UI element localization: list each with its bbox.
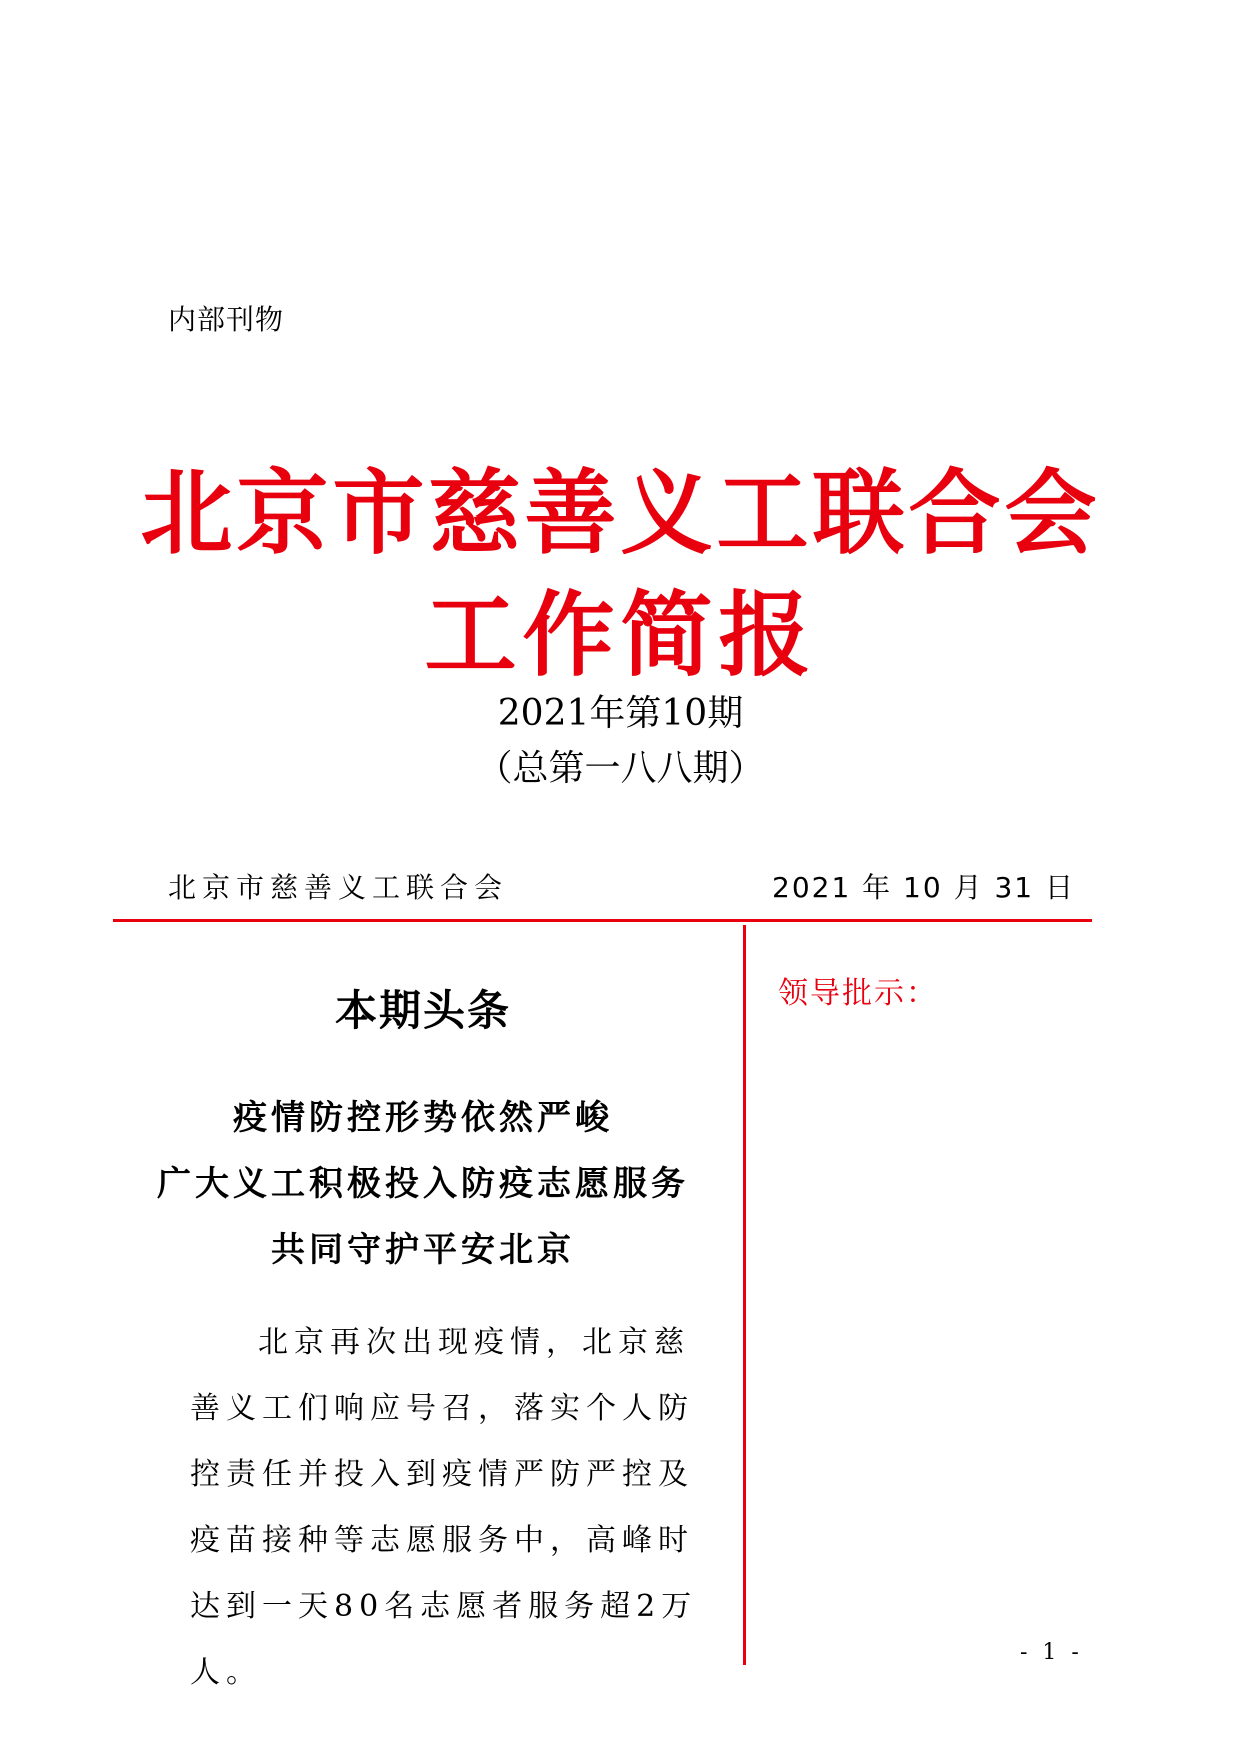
issue-date: 2021 年 10 月 31 日 [772,871,1076,904]
headline-line-1: 疫情防控形势依然严峻 [233,1098,613,1138]
header-divider [113,919,1092,922]
masthead-title-line2: 工作简报 [424,582,817,689]
lead-paragraph: 北京再次出现疫情，北京慈善义工们响应号召，落实个人防控责任并投入到疫情严防严控及疫苗接种等志愿服务中，高峰时达到一天80名志愿者服务超2万人。 [190,1325,698,1690]
masthead-title-line1: 北京市慈善义工联合会 [140,460,1101,567]
column-divider [743,925,746,1665]
page-number: - 1 - [1020,1640,1083,1665]
section-title: 本期头条 [334,986,511,1035]
leader-instructions-label: 领导批示： [778,976,938,1011]
headline-line-3: 共同守护平安北京 [271,1230,575,1270]
headline-line-2: 广大义工积极投入防疫志愿服务 [157,1164,689,1204]
issue-total-number: （总第一八八期） [476,748,765,789]
issue-number: 2021年第10期 [497,693,744,734]
internal-publication-label: 内部刊物 [168,303,285,336]
issuing-organization: 北京市慈善义工联合会 [168,871,509,904]
